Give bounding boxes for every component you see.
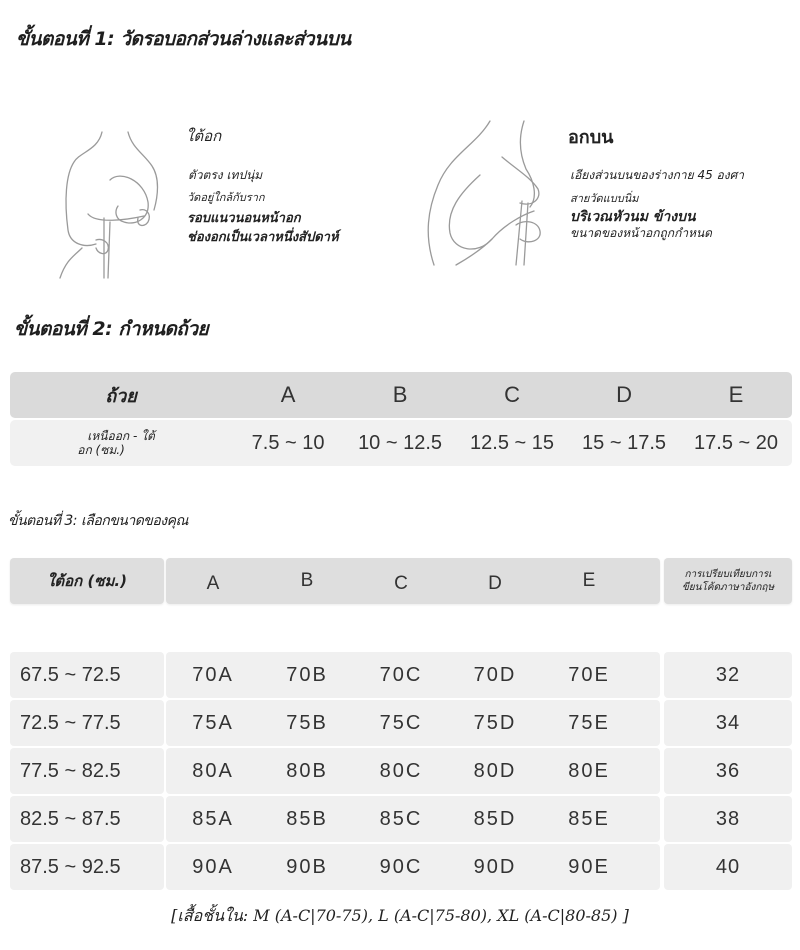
size-header-underbust: ใต้อก (ซม.) <box>10 558 164 604</box>
cup-header-b: B <box>392 382 408 407</box>
cup-row-label <box>10 429 232 457</box>
size-header-english-code-line1: การเปรียบเทียบการเ <box>684 569 772 580</box>
size-cell: 85E <box>568 807 610 830</box>
underbust-instruction-2: วัดอยู่ใกล้กับราก <box>187 191 265 204</box>
cup-range-a: 7.5 ~ 10 <box>251 431 325 454</box>
underbust-heading: ใต้อก <box>186 127 222 145</box>
size-row <box>10 700 792 746</box>
size-row-underbust: 67.5 ~ 72.5 <box>10 652 164 698</box>
size-cell: 70B <box>286 663 328 686</box>
size-cell: 80D <box>473 759 517 782</box>
cup-range-b: 10 ~ 12.5 <box>358 431 443 454</box>
size-cell: 90C <box>379 855 423 878</box>
size-row-underbust: 77.5 ~ 82.5 <box>10 748 164 794</box>
size-row-sizes <box>166 652 660 698</box>
cup-size-table <box>10 372 792 466</box>
size-cell: 85A <box>192 807 234 830</box>
cup-table-header <box>10 372 792 418</box>
cup-difference-row <box>10 420 792 466</box>
size-header-cup-e: E <box>582 570 596 591</box>
size-row <box>10 844 792 890</box>
size-cell: 85C <box>379 807 423 830</box>
size-row <box>10 748 792 794</box>
step3-title: ขั้นตอนที่ 3: เลือกขนาดของคุณ <box>8 513 188 529</box>
size-row-underbust: 72.5 ~ 77.5 <box>10 700 164 746</box>
size-row-english-code: 36 <box>664 748 792 794</box>
size-cell: 85D <box>473 807 517 830</box>
cup-header-label: ถ้วย <box>105 385 137 407</box>
size-row-sizes <box>166 796 660 842</box>
size-cell: 90D <box>473 855 517 878</box>
cup-range-e: 17.5 ~ 20 <box>694 431 778 454</box>
overbust-instruction-2: สายวัดแบบนิ่ม <box>570 192 639 205</box>
size-chart-table <box>10 558 792 892</box>
size-row-sizes <box>166 844 660 890</box>
size-row-english-code: 32 <box>664 652 792 698</box>
underbust-instruction-1: ตัวตรง เทปนุ่ม <box>188 168 263 182</box>
size-row-sizes <box>166 748 660 794</box>
size-row-english-code: 34 <box>664 700 792 746</box>
size-header-english-code-line2: ขียนโค้ดภาษาอังกฤษ <box>681 582 775 593</box>
size-cell: 70A <box>192 663 234 686</box>
overbust-instruction-3: บริเวณหัวนม ข้างบน <box>570 209 696 225</box>
size-cell: 75A <box>192 711 234 734</box>
size-cell: 90A <box>192 855 234 878</box>
size-cell: 75E <box>568 711 610 734</box>
size-cell: 75B <box>286 711 328 734</box>
cup-row-label-line1: เหนืออก - ใต้ <box>87 429 155 443</box>
size-row-english-code: 38 <box>664 796 792 842</box>
step2-title: ขั้นตอนที่ 2: กำหนดถ้วย <box>14 318 209 340</box>
size-cell: 70E <box>568 663 610 686</box>
overbust-instruction-4: ขนาดของหน้าอกถูกกำหนด <box>570 226 712 240</box>
size-table-body <box>10 652 792 890</box>
underbust-instruction-3: รอบแนวนอนหน้าอก <box>187 211 301 226</box>
cup-row-label-line2: อก (ซม.) <box>77 443 125 457</box>
cup-header-d: D <box>616 382 632 407</box>
underbust-measure-illustration <box>40 110 190 280</box>
size-header-cups <box>166 558 660 604</box>
size-header-english-code <box>664 558 792 604</box>
size-row-sizes <box>166 700 660 746</box>
overbust-instruction-1: เอียงส่วนบนของร่างกาย 45 องศา <box>570 168 744 182</box>
size-cell: 80B <box>286 759 328 782</box>
size-cell: 70D <box>473 663 517 686</box>
size-cell: 80E <box>568 759 610 782</box>
size-header-cup-b: B <box>300 570 314 591</box>
bra-size-footnote: [เสื้อชั้นใน: M (A-C|70-75), L (A-C|75-80), XL (A-C|80-85) ] <box>171 906 629 925</box>
size-cell: 75D <box>473 711 517 734</box>
size-header-cup-d: D <box>488 573 502 594</box>
size-row <box>10 652 792 698</box>
size-row-english-code: 40 <box>664 844 792 890</box>
size-cell: 70C <box>379 663 423 686</box>
overbust-heading: อกบน <box>568 127 614 148</box>
underbust-instruction-4: ช่องอกเป็นเวลาหนึ่งสัปดาห์ <box>187 230 339 245</box>
cup-header-e: E <box>728 382 744 407</box>
size-cell: 75C <box>379 711 423 734</box>
cup-range-d: 15 ~ 17.5 <box>582 431 666 454</box>
size-cell: 90E <box>568 855 610 878</box>
size-cell: 90B <box>286 855 328 878</box>
size-header-cup-a: A <box>206 573 220 594</box>
size-row <box>10 796 792 842</box>
cup-header-c: C <box>504 382 520 407</box>
size-cell: 80A <box>192 759 234 782</box>
size-cell: 85B <box>286 807 328 830</box>
size-row-underbust: 87.5 ~ 92.5 <box>10 844 164 890</box>
cup-range-c: 12.5 ~ 15 <box>470 431 555 454</box>
size-row-underbust: 82.5 ~ 87.5 <box>10 796 164 842</box>
size-table-header <box>10 558 792 604</box>
step1-title: ขั้นตอนที่ 1: วัดรอบอกส่วนล่างและส่วนบน <box>16 28 351 50</box>
size-cell: 80C <box>379 759 423 782</box>
cup-header-a: A <box>280 382 296 407</box>
size-header-cup-c: C <box>394 573 408 594</box>
overbust-measure-illustration <box>420 115 590 275</box>
